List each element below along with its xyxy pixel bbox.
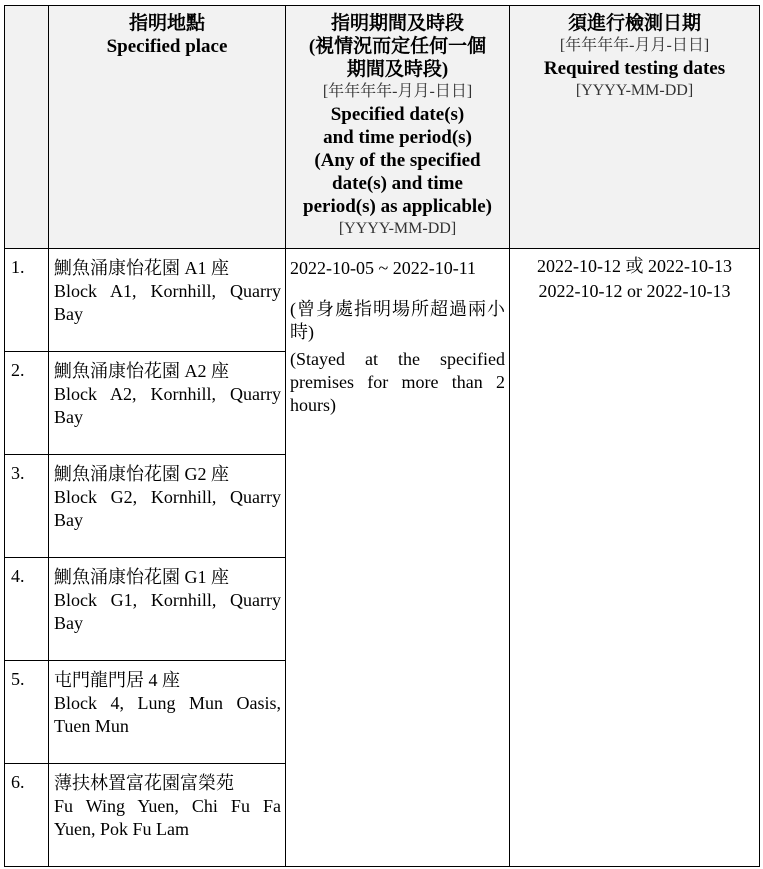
header-place-zh: 指明地點	[128, 13, 205, 34]
header-period-en-line: Specified date(s)	[330, 104, 465, 125]
place-cell	[49, 558, 286, 661]
header-testing-format-zh: [年年年年-月月-日日]	[559, 37, 710, 54]
place-cell	[49, 249, 286, 352]
testing-dates-en: 2022-10-12 or 2022-10-13	[538, 281, 731, 301]
place-cell	[49, 455, 286, 558]
period-note-zh: (曾身處指明場所超過兩小時)	[290, 299, 505, 342]
row-number: 1.	[5, 249, 49, 352]
header-period-en-line: (Any of the specified	[314, 150, 481, 171]
period-range: 2022-10-05 ~ 2022-10-11	[290, 258, 477, 278]
place-name-en: Block 4, Lung Mun Oasis, Tuen Mun	[54, 693, 281, 736]
header-period-format-zh: [年年年年-月月-日日]	[322, 83, 473, 100]
place-name-zh: 鰂魚涌康怡花園 G2 座	[54, 464, 229, 484]
header-period-zh-line: 指明期間及時段	[330, 13, 464, 34]
place-name-zh: 鰂魚涌康怡花園 G1 座	[54, 567, 229, 587]
header-specified-place	[49, 6, 286, 249]
header-period-format-en: [YYYY-MM-DD]	[338, 220, 457, 237]
header-testing-zh: 須進行檢測日期	[567, 13, 701, 34]
header-period-en-line: and time period(s)	[323, 127, 472, 148]
place-name-zh: 鰂魚涌康怡花園 A2 座	[54, 361, 229, 381]
place-name-zh: 鰂魚涌康怡花園 A1 座	[54, 258, 229, 278]
specified-places-table	[4, 5, 760, 867]
header-period-en-line: period(s) as applicable)	[303, 196, 492, 217]
row-number: 5.	[5, 661, 49, 764]
row-number: 3.	[5, 455, 49, 558]
header-testing-en: Required testing dates	[543, 58, 726, 79]
testing-dates-zh: 2022-10-12 或 2022-10-13	[537, 256, 732, 276]
header-testing-format-en: [YYYY-MM-DD]	[575, 82, 694, 99]
header-testing-dates	[510, 6, 760, 249]
place-name-zh: 薄扶林置富花園富榮苑	[54, 773, 234, 793]
place-name-en: Block G2, Kornhill, Quarry Bay	[54, 487, 281, 530]
header-period-zh-line: 期間及時段)	[346, 59, 449, 80]
header-period-en-line: date(s) and time	[332, 173, 463, 194]
row-number: 6.	[5, 764, 49, 867]
place-name-en: Block A2, Kornhill, Quarry Bay	[54, 384, 281, 427]
period-note-en: (Stayed at the specified premises for more than 2 hours)	[290, 349, 505, 415]
row-number: 4.	[5, 558, 49, 661]
place-name-en: Block G1, Kornhill, Quarry Bay	[54, 590, 281, 633]
place-name-en: Block A1, Kornhill, Quarry Bay	[54, 281, 281, 324]
place-cell	[49, 352, 286, 455]
place-name-zh: 屯門龍門居 4 座	[54, 670, 180, 690]
row-number: 2.	[5, 352, 49, 455]
place-name-en: Fu Wing Yuen, Chi Fu Fa Yuen, Pok Fu Lam	[54, 796, 281, 839]
table-row	[5, 249, 760, 352]
header-period-zh-line: (視情況而定任何一個	[308, 36, 487, 57]
place-cell	[49, 764, 286, 867]
header-row	[5, 6, 760, 249]
header-number-cell	[5, 6, 49, 249]
place-cell	[49, 661, 286, 764]
testing-dates-cell	[510, 249, 760, 867]
header-specified-period	[286, 6, 510, 249]
specified-period-cell	[286, 249, 510, 867]
header-place-en: Specified place	[106, 36, 228, 57]
